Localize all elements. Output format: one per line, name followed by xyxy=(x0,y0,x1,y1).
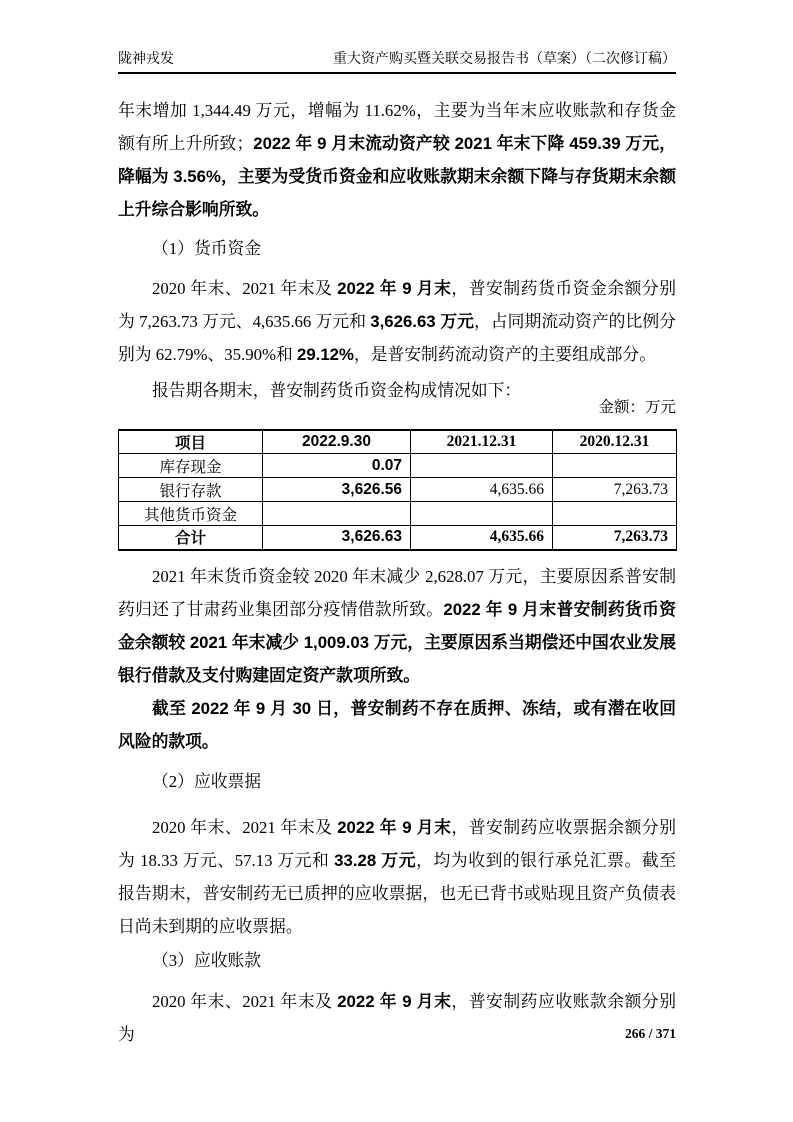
cell-2021 xyxy=(411,454,553,478)
currency-composition-table xyxy=(118,429,677,551)
table-header-2021-12-31: 2021.12.31 xyxy=(411,430,553,454)
table-header-row xyxy=(119,430,677,454)
header-report-title: 重大资产购买暨关联交易报告书（草案）（二次修订稿） xyxy=(333,52,676,67)
text-run: 2022 年 9 月末普安制药货币资金余额较 2021 年末减少 1,009.03 万元，主要原因系当期偿还中国农业发展银行借款及支付购建固定资产款项所致。 xyxy=(118,600,676,685)
cell-2022: 3,626.56 xyxy=(263,478,411,502)
text-run: 2022 年 9 月末 xyxy=(337,818,452,837)
running-header xyxy=(118,50,676,74)
table-header-item: 项目 xyxy=(119,430,263,454)
row-label: 库存现金 xyxy=(119,454,263,478)
text-run: 29.12% xyxy=(297,345,354,364)
cell-2021: 4,635.66 xyxy=(411,478,553,502)
text-run: 2020 年末、2021 年末及 xyxy=(152,279,338,298)
text-run: 年末增加 1,344.49 万元，增幅为 11.62%，主要为当年末应收账款和存货金额有所上升所致； xyxy=(118,101,676,153)
table-row-cash-on-hand xyxy=(119,454,677,478)
cell-2020: 7,263.73 xyxy=(553,526,677,550)
cell-2021 xyxy=(411,502,553,526)
continuation-paragraph xyxy=(118,94,676,226)
text-run: 2020 年末、2021 年末及 xyxy=(152,992,338,1011)
text-run: 2020 年末、2021 年末及 xyxy=(152,818,338,837)
text-run: （1）货币资金 xyxy=(152,239,262,258)
paragraph-monetary-funds-balance xyxy=(118,272,676,371)
cell-2020: 7,263.73 xyxy=(553,478,677,502)
text-run: ，普安制药应收票据余额分别为 18.33 万元、57.13 万元和 xyxy=(118,818,676,870)
cell-2021: 4,635.66 xyxy=(411,526,553,550)
text-run: 报告期各期末，普安制药货币资金构成情况如下： xyxy=(152,381,522,400)
cell-2022 xyxy=(263,502,411,526)
text-run: 3,626.63 万元 xyxy=(370,312,475,331)
text-run: ，普安制药货币资金余额分别为 7,263.73 万元、4,635.66 万元和 xyxy=(118,279,676,331)
section-heading-notes-receivable xyxy=(118,765,676,798)
paragraph-no-pledge xyxy=(118,692,676,758)
cell-2022: 0.07 xyxy=(263,454,411,478)
text-run: ，均为收到的银行承兑汇票。截至报告期末，普安制药无已质押的应收票据，也无已背书或贴现且资产负债表日尚未到期的应收票据。 xyxy=(118,851,676,936)
row-label: 其他货币资金 xyxy=(119,502,263,526)
text-run: 2022 年 9 月末 xyxy=(337,279,452,298)
paragraph-notes-receivable xyxy=(118,811,676,943)
table-header-2020-12-31: 2020.12.31 xyxy=(553,430,677,454)
paragraph-change-analysis xyxy=(118,560,676,692)
cell-2020 xyxy=(553,454,677,478)
header-company-name: 陇神戎发 xyxy=(118,52,174,67)
text-run: 2021 年末货币资金较 2020 年末减少 2,628.07 万元，主要原因系普安制药归还了甘肃药业集团部分疫情借款所致。 xyxy=(118,567,676,619)
text-run: （3）应收账款 xyxy=(152,951,262,970)
text-run: （2）应收票据 xyxy=(152,772,262,791)
text-run: 截至 2022 年 9 月 30 日，普安制药不存在质押、冻结，或有潜在收回风险的款项。 xyxy=(118,699,676,751)
table-row-total xyxy=(119,526,677,550)
cell-2022: 3,626.63 xyxy=(263,526,411,550)
row-label: 合计 xyxy=(119,526,263,550)
page-number: 266 / 371 xyxy=(624,1026,676,1041)
text-run: ，占同期流动资产的比例分别为 62.79%、35.90%和 xyxy=(118,312,676,364)
text-run: 2022 年 9 月末流动资产较 2021 年末下降 459.39 万元，降幅为 3.56%，主要为受货币资金和应收账款期末余额下降与存货期末余额上升综合影响所致。 xyxy=(118,134,676,219)
table-unit-label: 金额：万元 xyxy=(598,399,676,416)
section-heading-accounts-receivable xyxy=(118,944,676,977)
text-run: ，是普安制药流动资产的主要组成部分。 xyxy=(353,345,656,364)
text-run: ，普安制药应收账款余额分别为 xyxy=(118,992,676,1044)
section-heading-monetary-funds xyxy=(118,232,676,265)
table-header-2022-09-30: 2022.9.30 xyxy=(263,430,411,454)
table-row-other-monetary-funds xyxy=(119,502,677,526)
text-run: 33.28 万元 xyxy=(334,851,417,870)
table-row-bank-deposits xyxy=(119,478,677,502)
row-label: 银行存款 xyxy=(119,478,263,502)
cell-2020 xyxy=(553,502,677,526)
text-run: 2022 年 9 月末 xyxy=(337,992,452,1011)
